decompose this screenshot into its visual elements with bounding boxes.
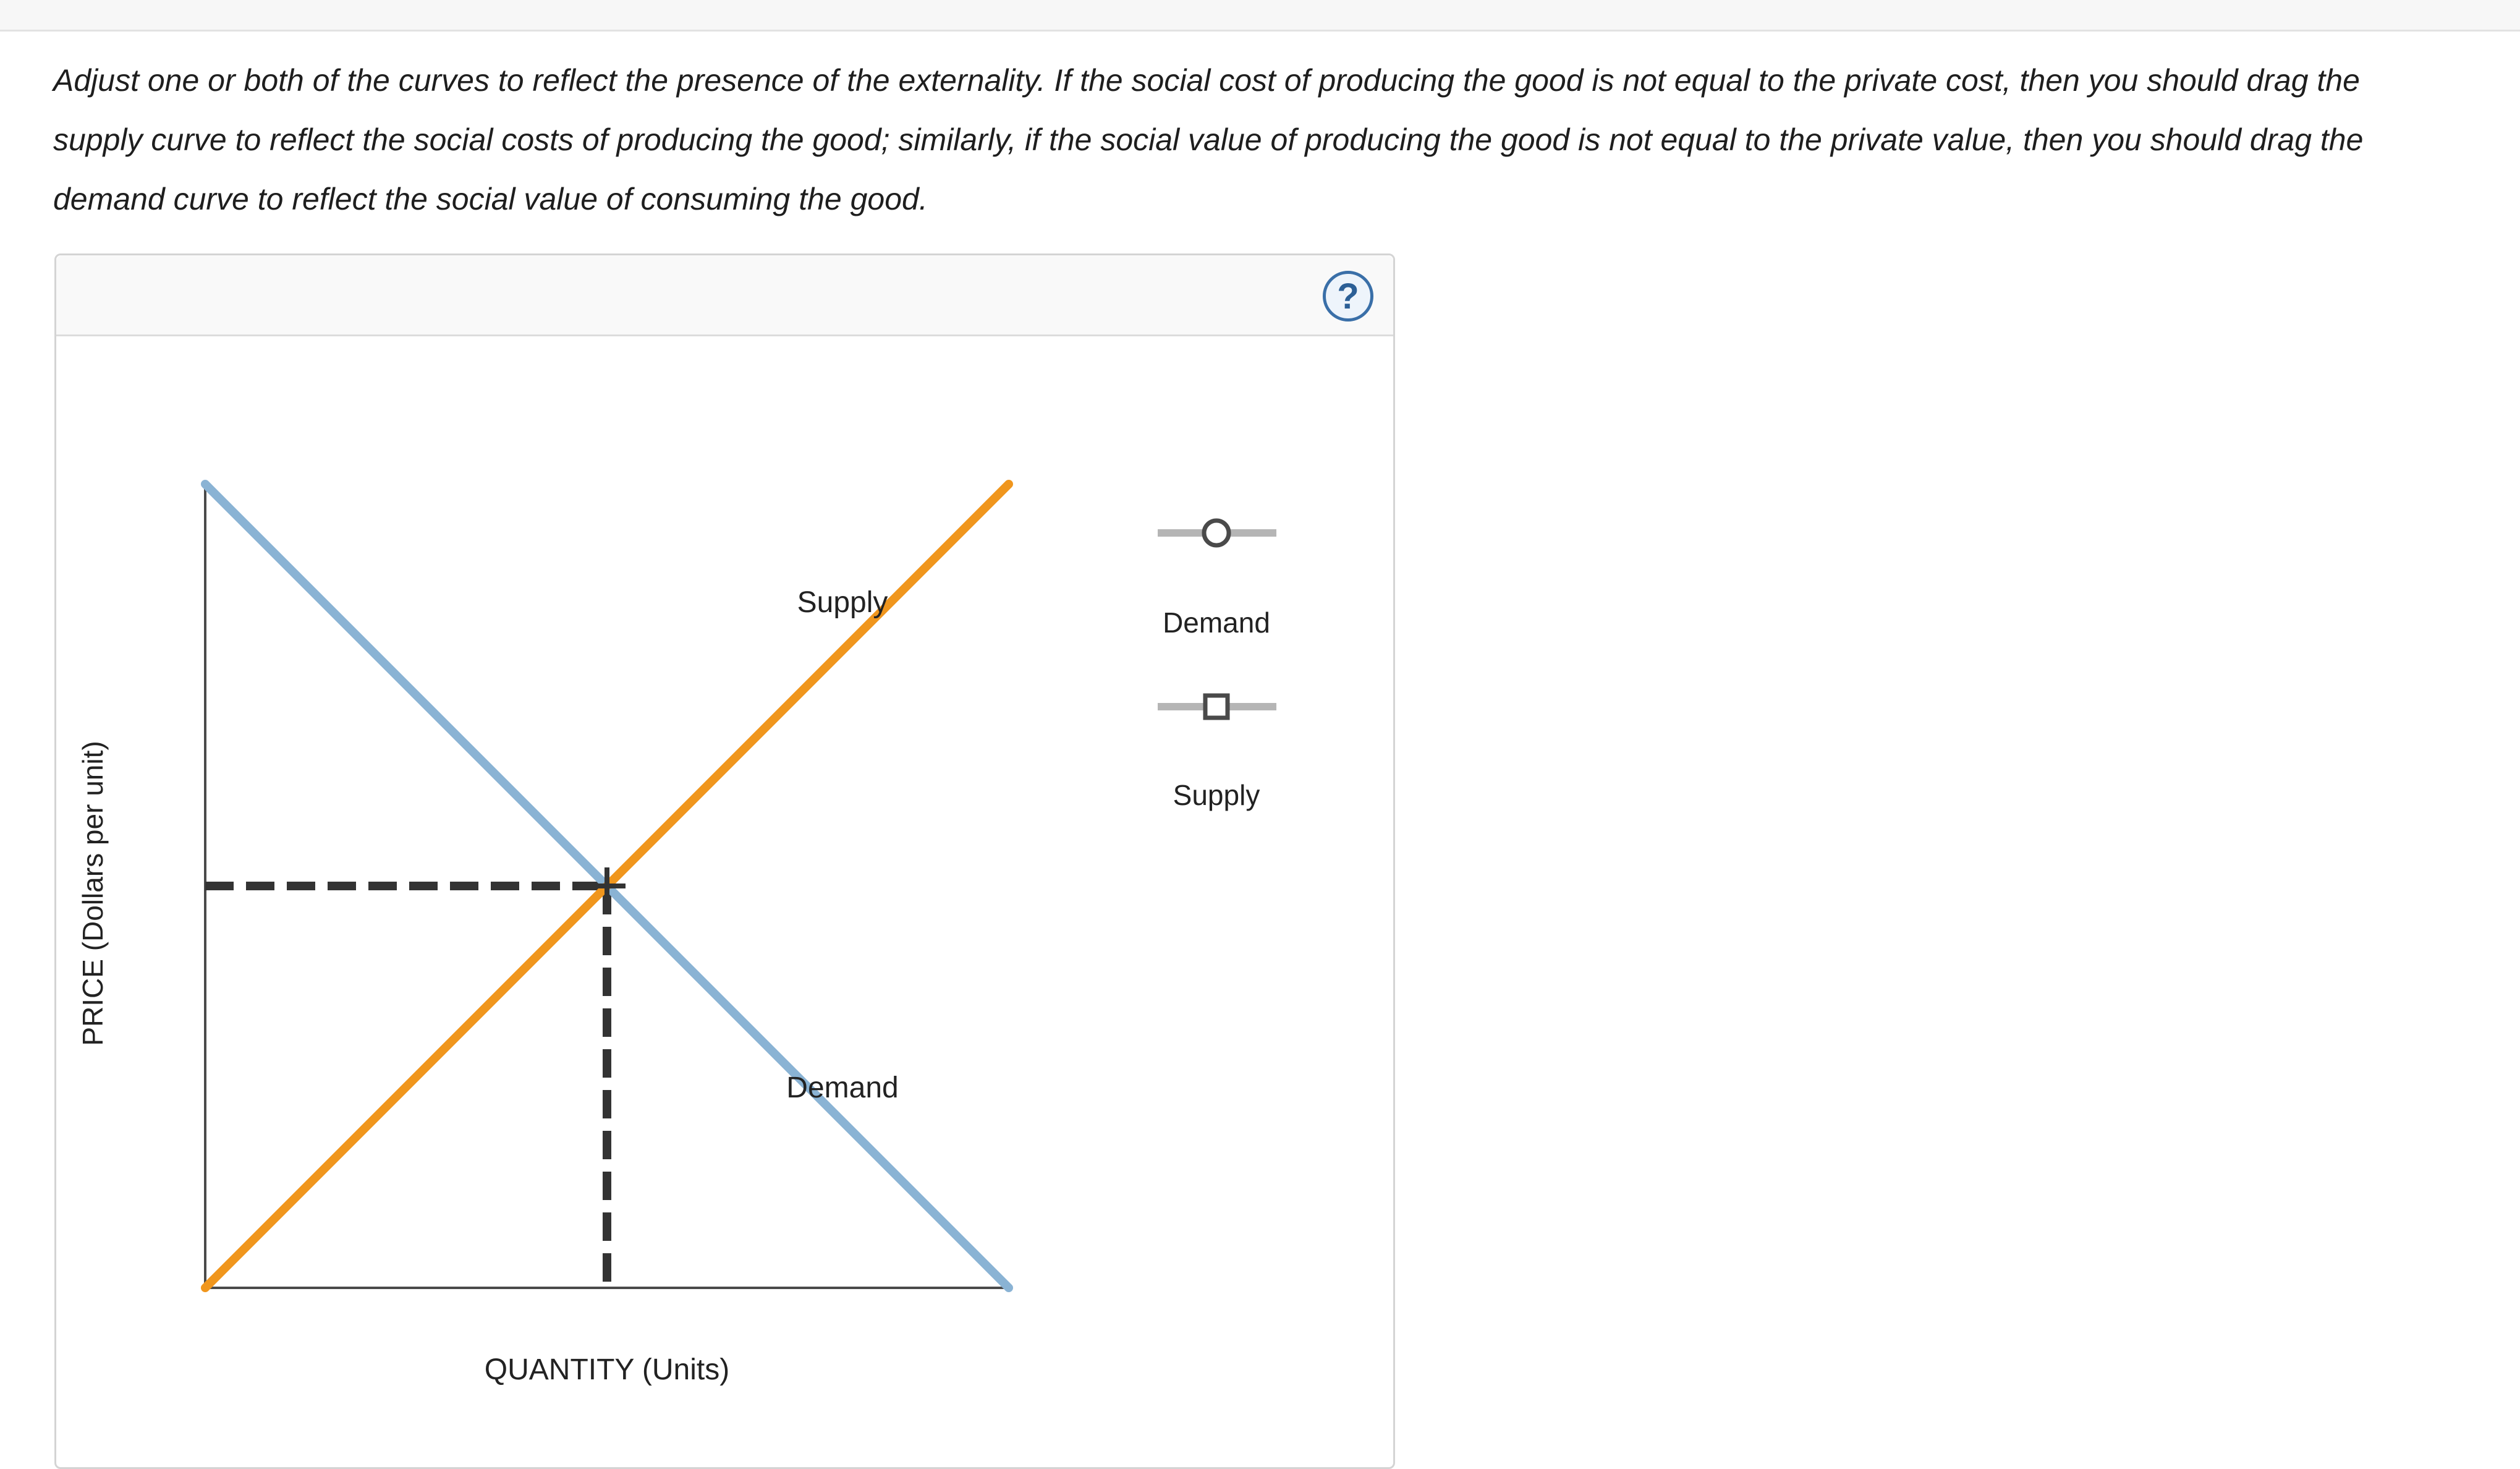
square-handle-icon bbox=[1205, 696, 1228, 718]
legend-supply-label: Supply bbox=[1173, 779, 1260, 811]
legend-demand-label: Demand bbox=[1163, 607, 1270, 639]
help-circle-icon: ? bbox=[1337, 276, 1359, 317]
legend-demand-tool[interactable] bbox=[1158, 521, 1276, 545]
supply-curve-label: Supply bbox=[797, 586, 888, 619]
legend-supply-tool[interactable] bbox=[1158, 696, 1276, 718]
x-axis-label: QUANTITY (Units) bbox=[484, 1353, 730, 1386]
circle-handle-icon bbox=[1204, 521, 1229, 545]
y-axis-label: PRICE (Dollars per unit) bbox=[77, 741, 109, 1046]
instructions-text: Adjust one or both of the curves to reflect the presence of the externality. If the social cost of producing the good is not equal to the private cost, then you should drag the supply curve to reflect the social costs of producing the good; similarly, if the social value of producing the good is not equal to the private value, then you should drag the demand curve to reflect the social value of consuming the good. bbox=[53, 63, 2364, 216]
demand-curve-label: Demand bbox=[786, 1071, 899, 1104]
